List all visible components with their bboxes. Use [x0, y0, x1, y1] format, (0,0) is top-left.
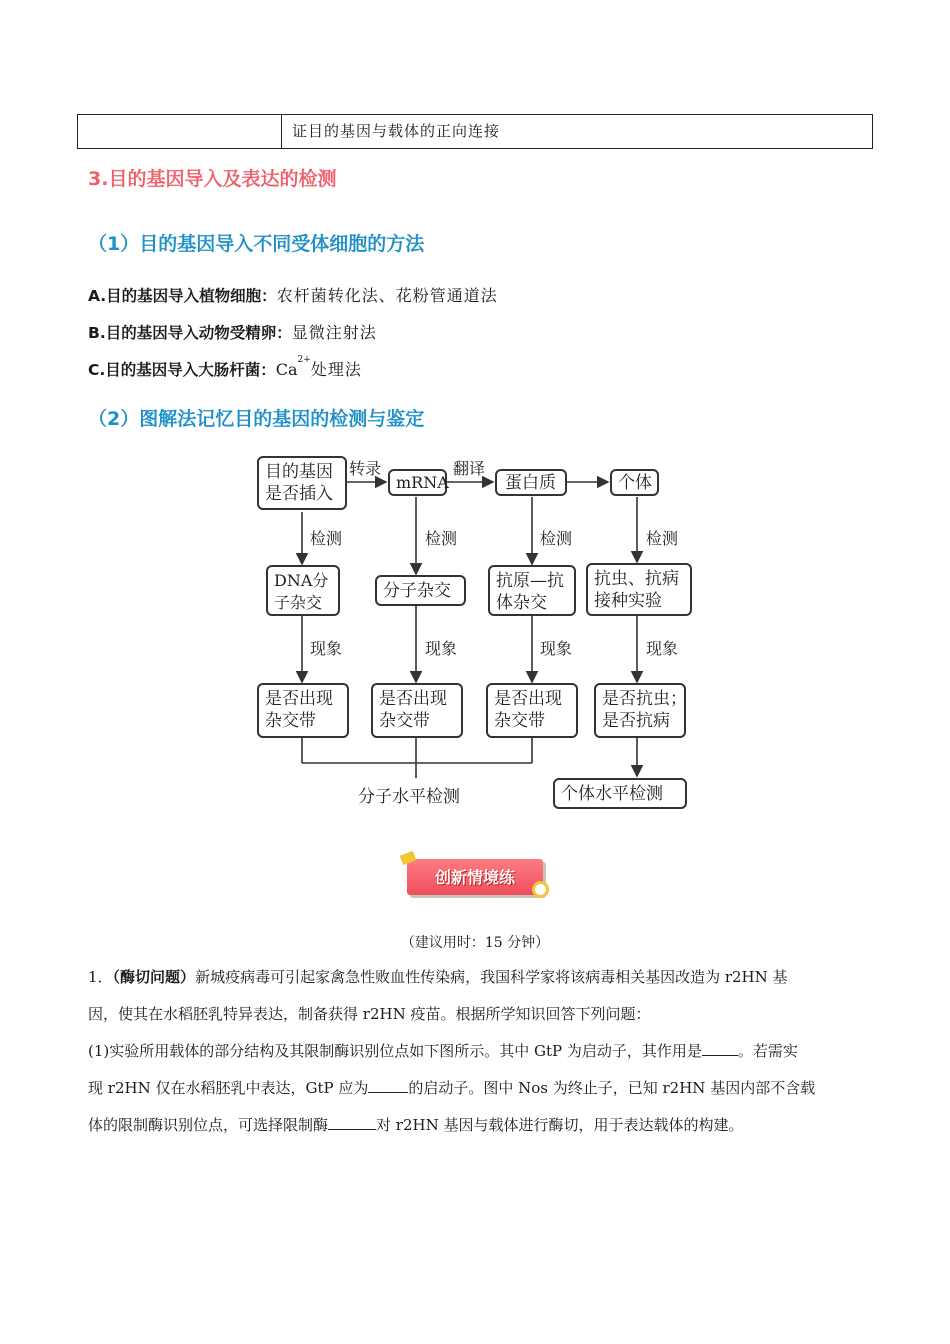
question-text: 现 r2HN 仅在水稻胚乳中表达，GtP 应为 [88, 1079, 369, 1097]
question-number: 1． [88, 968, 113, 986]
answer-blank[interactable] [702, 1041, 738, 1056]
answer-blank[interactable] [368, 1078, 408, 1093]
node-individual [610, 469, 659, 496]
label-molecular-level: 分子水平检测 [358, 787, 460, 807]
label-phenomenon: 现象 [646, 639, 679, 658]
node-individual-level [553, 778, 687, 809]
label-phenomenon: 现象 [540, 639, 573, 658]
question-line [88, 1115, 868, 1135]
node-text: 是否出现 杂交带 [379, 689, 447, 731]
method-label: B.目的基因导入动物受精卵： [88, 324, 292, 342]
question-text: 体的限制酶识别位点，可选择限制酶 [88, 1116, 329, 1134]
node-result [486, 683, 578, 738]
node-text: 个体水平检测 [561, 784, 663, 804]
practice-badge [405, 853, 545, 898]
question-text: 新城疫病毒可引起家禽急性败血性传染病，我国科学家将该病毒相关基因改造为 r2HN 基 [195, 968, 788, 986]
node-text: DNA分 子杂交 [274, 571, 329, 612]
section-title: 3.目的基因导入及表达的检测 [88, 168, 337, 190]
method-label: C.目的基因导入大肠杆菌： [88, 361, 276, 379]
detection-flowchart [250, 450, 700, 815]
arrow-label-transcription: 转录 [349, 459, 382, 478]
method-text: Ca [275, 360, 298, 379]
question-line [88, 1078, 868, 1098]
question-tag: （酶切问题） [112, 968, 196, 986]
label-detect: 检测 [425, 529, 458, 548]
node-dna-hybrid [266, 565, 340, 616]
node-result [371, 683, 463, 738]
superscript: 2+ [297, 355, 311, 365]
label-phenomenon: 现象 [425, 639, 458, 658]
node-gene-insert [257, 456, 347, 510]
node-result [594, 683, 686, 738]
label-detect: 检测 [646, 529, 679, 548]
node-mrna [388, 469, 447, 496]
node-protein [495, 469, 567, 496]
node-text: 目的基因 是否插入 [265, 462, 333, 504]
label-phenomenon: 现象 [310, 639, 343, 658]
table-cell: 证目的基因与载体的正向连接 [292, 122, 501, 140]
method-text: 处理法 [310, 360, 362, 379]
table-divider [281, 115, 282, 148]
answer-blank[interactable] [328, 1115, 376, 1130]
method-label: A.目的基因导入植物细胞： [88, 287, 277, 305]
node-text: 个体 [618, 473, 652, 493]
node-text: 抗原—抗 体杂交 [496, 571, 564, 613]
question-text: (1)实验所用载体的部分结构及其限制酶识别位点如下图所示。其中 GtP 为启动子，其作用是 [88, 1042, 702, 1060]
badge-text: 创新情境练 [434, 868, 515, 887]
node-text: 分子杂交 [383, 581, 451, 601]
node-antigen-antibody [488, 565, 576, 616]
node-text: 抗虫、抗病 接种实验 [594, 569, 679, 611]
label-detect: 检测 [310, 529, 343, 548]
method-item-a [88, 283, 498, 306]
suggested-time: （建议用时：15 分钟） [400, 935, 550, 951]
method-item-c [88, 357, 362, 380]
question-text: 的启动子。图中 Nos 为终止子，已知 r2HN 基因内部不含载 [408, 1079, 816, 1097]
node-inoculation [586, 563, 692, 616]
node-result [257, 683, 349, 738]
table-row [77, 114, 873, 149]
question-line [88, 1041, 868, 1061]
arrow-label-translation: 翻译 [453, 459, 486, 478]
subsection-title-1: （1）目的基因导入不同受体细胞的方法 [88, 233, 425, 255]
node-text: mRNA [396, 473, 449, 492]
question-text: 对 r2HN 基因与载体进行酶切，用于表达载体的构建。 [376, 1116, 744, 1134]
badge-ring-icon [532, 881, 549, 898]
subsection-title-2: （2）图解法记忆目的基因的检测与鉴定 [88, 408, 425, 430]
question-line: 因，使其在水稻胚乳特异表达，制备获得 r2HN 疫苗。根据所学知识回答下列问题： [88, 1005, 651, 1023]
label-detect: 检测 [540, 529, 573, 548]
node-text: 是否抗虫； 是否抗病 [602, 689, 687, 731]
method-text: 农杆菌转化法、花粉管通道法 [276, 286, 498, 305]
node-text: 是否出现 杂交带 [494, 689, 562, 731]
node-molecular-hybrid [375, 575, 466, 606]
question-line [88, 967, 868, 987]
method-item-b [88, 320, 377, 343]
question-text: 。若需实 [737, 1042, 798, 1060]
node-text: 是否出现 杂交带 [265, 689, 333, 731]
method-text: 显微注射法 [291, 323, 377, 342]
node-text: 蛋白质 [505, 473, 556, 493]
